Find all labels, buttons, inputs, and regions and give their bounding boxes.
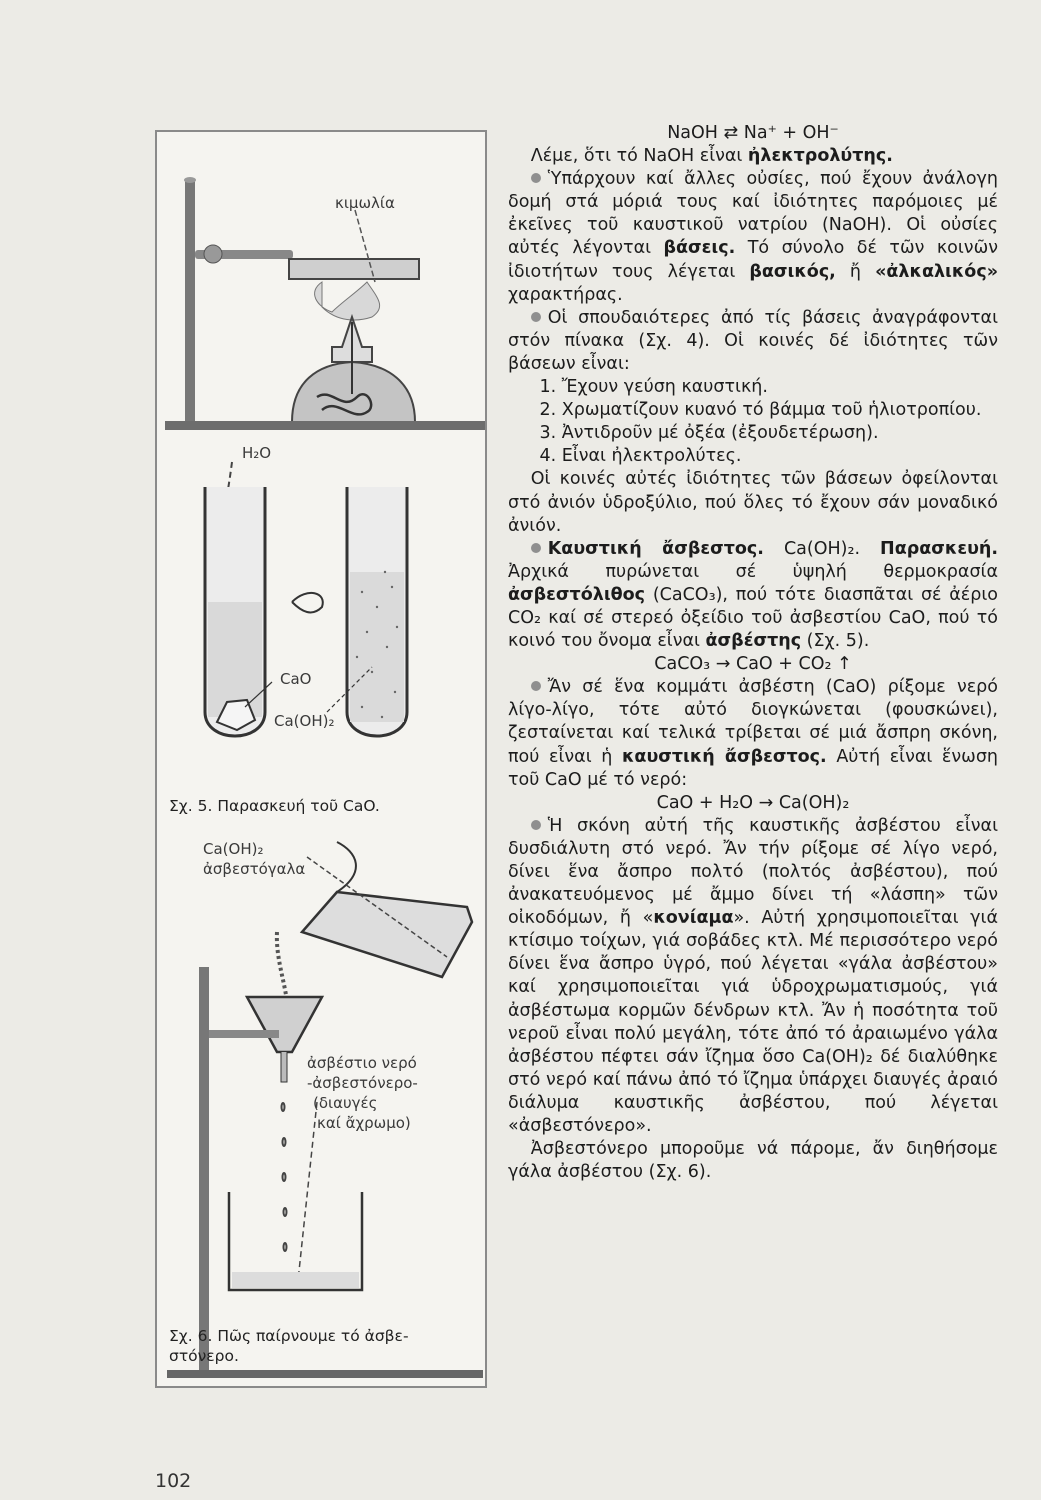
figure-panel: [155, 130, 487, 1388]
equation-naoh: NaOH ⇄ Na⁺ + OH⁻: [667, 123, 839, 143]
figure-illustrations: [157, 132, 487, 1388]
paragraph-slaked-lime: Καυστική ἄσβεστος. Ca(OH)₂. Παρασκευή. Ἀρχικά πυρώνεται σέ ὑψηλή θερμοκρασία ἀσβεστόλιθος (CaCO₃), πού τότε διασπᾶται σέ ἀέριο CO₂ καί σέ στερεό ὀξείδιο τοῦ ἀσβεστίου CaO, πού τό κοινό του ὄνομα εἶναι ἀσβέστης (Σχ. 5).: [508, 538, 998, 652]
equation-cao-water: CaO + H₂O → Ca(OH)₂: [656, 792, 850, 813]
bullet-icon: [531, 173, 541, 183]
water-label: H₂O: [242, 444, 272, 462]
limewater-label-2: -ἀσβεστόνερο-: [307, 1074, 418, 1092]
equation-caco3: CaCO₃ → CaO + CO₂ ↑: [654, 654, 852, 675]
milk-of-lime-formula-label: Ca(OH)₂: [203, 840, 264, 858]
paragraph-limewater: Ἀσβεστόνερο μποροῦμε νά πάρομε, ἄν διηθήσομε γάλα ἀσβέστου (Σχ. 6).: [508, 1139, 998, 1183]
bullet-icon: [531, 543, 541, 553]
limewater-label-1: ἀσβέστιο νερό: [307, 1054, 417, 1072]
fig6-caption-line1: Σχ. 6. Πῶς παίρνουμε τό ἀσβε-: [169, 1327, 409, 1345]
paragraph-bases: Ὑπάρχουν καί ἄλλες οὐσίες, πού ἔχουν ἀνάλογη δομή στά μόριά τους καί ἰδιότητες παρόμοιες μέ ἐκεῖνες τοῦ καυστικοῦ νατρίου (NaOH). Οἱ οὐσίες αὐτές λέγονται βάσεις. Τό σύνολο δέ τῶν κοινῶν ἰδιοτήτων τους λέγεται βασικός, ἤ «ἀλκαλικός» χαρακτήρας.: [508, 169, 998, 305]
paragraph-electrolyte: Λέμε, ὅτι τό NaOH εἶναι ἠλεκτρολύτης.: [530, 146, 893, 167]
fig5-caption: Σχ. 5. Παρασκευή τοῦ CaO.: [169, 797, 380, 815]
page-number: 102: [155, 1470, 192, 1492]
paragraph-hydroxide: Οἱ κοινές αὐτές ἰδιότητες τῶν βάσεων ὀφείλονται στό ἀνιόν ὑδροξύλιο, πού ὅλες τό ἔχουν σάν μοναδικό ἀνιόν.: [508, 469, 998, 536]
property-item-4: 4. Εἶναι ἠλεκτρολύτες.: [539, 446, 742, 467]
cao-label: CaO: [280, 670, 312, 688]
bullet-icon: [531, 681, 541, 691]
test-tubes-drawing: [205, 462, 407, 736]
bullet-icon: [531, 820, 541, 830]
property-item-1: 1. Ἔχουν γεύση καυστική.: [539, 377, 768, 398]
burner-apparatus-drawing: [165, 177, 485, 430]
limewater-label-3: (διαυγές: [313, 1094, 378, 1112]
wick-label: κιμωλία: [335, 194, 395, 212]
limewater-label-4: καί ἄχρωμο): [317, 1114, 411, 1132]
fig6-caption-line2: στόνερο.: [169, 1347, 239, 1365]
paragraph-slaking: Ἄν σέ ἕνα κομμάτι ἀσβέστη (CaO) ρίξομε νερό λίγο-λίγο, τότε αὐτό διογκώνεται (φουσκώνει), ζεσταίνεται καί τελικά τρίβεται σέ μιά ἄσπρη σκόνη, πού εἶναι ἡ καυστική ἄσβεστος. Αὐτή εἶναι ἕνωση τοῦ CaO μέ τό νερό:: [508, 677, 999, 790]
paragraph-properties-intro: Οἱ σπουδαιότερες ἀπό τίς βάσεις ἀναγράφονται στόν πίνακα (Σχ. 4). Οἱ κοινές δέ ἰδιότητες τῶν βάσεων εἶναι:: [508, 307, 998, 374]
property-item-3: 3. Ἀντιδροῦν μέ ὀξέα (ἐξουδετέρωση).: [539, 423, 879, 444]
paragraph-mortar: Ἡ σκόνη αὐτή τῆς καυστικῆς ἀσβέστου εἶναι δυσδιάλυτη στό νερό. Ἄν τήν ρίξομε σέ λίγο νερό, δίνει ἕνα ἄσπρο πολτό (πολτός ἀσβέστου), πού ἀνακατευόμενος μέ ἄμμο δίνει τή «λάσπη» τῶν οἰκοδόμων, ἤ «κονίαμα». Αὐτή χρησιμοποιεῖται γιά κτίσιμο τοίχων, γιά σοβάδες κτλ. Μέ περισσότερο νερό δίνει ἕνα ἄσπρο ὑγρό, πού λέγεται «γάλα ἀσβέστου» καί χρησιμοποιεῖται γιά ὑδροχρωματισμούς, γιά ἀσβέστωμα κορμῶν δένδρων κτλ. Ἄν ἡ ποσότητα τοῦ νεροῦ εἶναι πολύ μεγάλη, τότε ἀπό τό ἀραιωμένο γάλα ἀσβέστου πέφτει σάν ἴζημα ὅσο Ca(OH)₂ δέ διαλύθηκε στό νερό καί πάνω ἀπό τό ἴζημα ὑπάρχει διαυγές ἀραιό διάλυμα καυστικῆς ἀσβέστου, πού λέγεται «ἀσβεστόνερο».: [508, 815, 998, 1137]
milk-of-lime-label: ἀσβεστόγαλα: [203, 860, 306, 878]
caoh2-label: Ca(OH)₂: [274, 712, 335, 730]
property-item-2: 2. Χρωματίζουν κυανό τό βάμμα τοῦ ἡλιοτροπίου.: [539, 400, 982, 421]
text-column: [508, 122, 998, 1184]
bullet-icon: [531, 312, 541, 322]
